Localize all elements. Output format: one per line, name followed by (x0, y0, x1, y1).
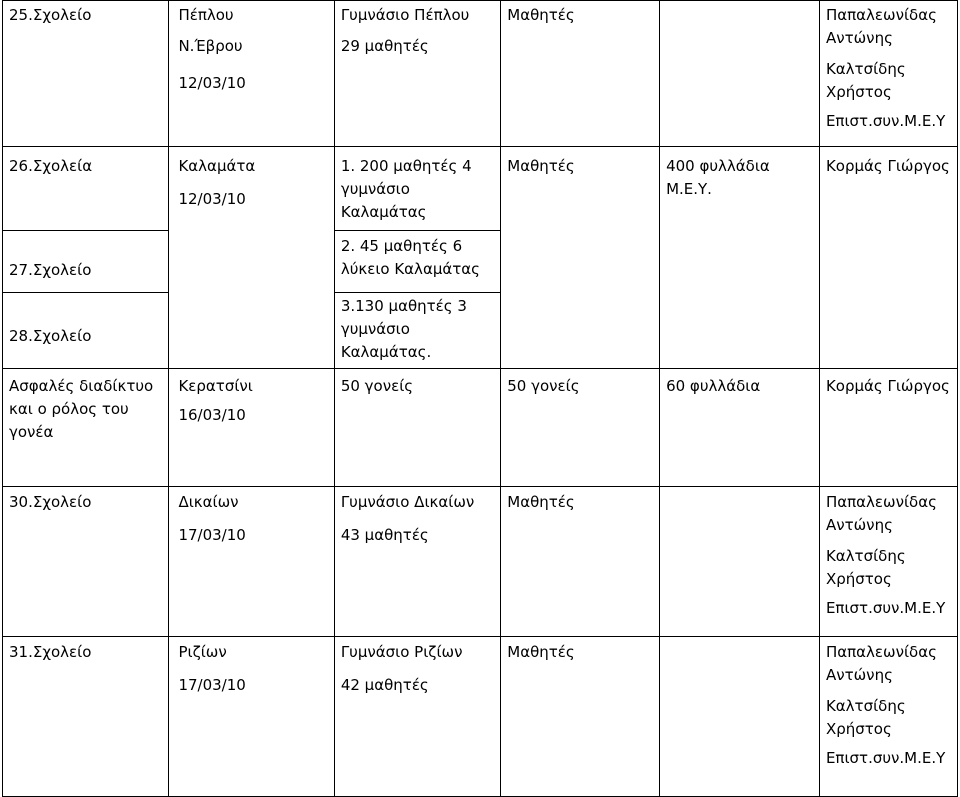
audience-cell: 1. 200 μαθητές 4 γυμνάσιο Καλαμάτας (334, 147, 500, 231)
audience-cell: 50 γονείς (334, 369, 500, 487)
materials-cell: 400 φυλλάδια Μ.Ε.Υ. (660, 147, 820, 369)
school-cell: 30.Σχολείο (3, 487, 169, 637)
materials-cell (660, 1, 820, 147)
speakers-cell: Κορμάς Γιώργος (819, 369, 957, 487)
audience-cell: Γυμνάσιο Δικαίων 43 μαθητές (334, 487, 500, 637)
audience-cell: 2. 45 μαθητές 6 λύκειο Καλαμάτας (334, 231, 500, 293)
table-row (3, 487, 958, 637)
target-cell: Μαθητές (501, 147, 660, 369)
school-cell: 25.Σχολείο (3, 1, 169, 147)
table-row (3, 637, 958, 797)
materials-cell (660, 487, 820, 637)
speakers-cell: Παπαλεωνίδας Αντώνης Καλτσίδης Χρήστος Επιστ.συν.Μ.Ε.Υ (819, 637, 957, 797)
location-cell: Δικαίων 17/03/10 (169, 487, 334, 637)
target-cell: Μαθητές (501, 487, 660, 637)
audience-cell: 3.130 μαθητές 3 γυμνάσιο Καλαμάτας. (334, 293, 500, 369)
activities-table (2, 0, 958, 797)
location-cell: Πέπλου Ν.Έβρου 12/03/10 (169, 1, 334, 147)
school-cell: 31.Σχολείο (3, 637, 169, 797)
school-cell: Ασφαλές διαδίκτυο και ο ρόλος του γονέα (3, 369, 169, 487)
materials-cell (660, 637, 820, 797)
table-row (3, 369, 958, 487)
school-cell: 28.Σχολείο (3, 293, 169, 369)
table-row (3, 147, 958, 231)
location-cell: Ριζίων 17/03/10 (169, 637, 334, 797)
target-cell: Μαθητές (501, 1, 660, 147)
speakers-cell: Παπαλεωνίδας Αντώνης Καλτσίδης Χρήστος Επιστ.συν.Μ.Ε.Υ (819, 487, 957, 637)
speakers-cell: Κορμάς Γιώργος (819, 147, 957, 369)
materials-cell: 60 φυλλάδια (660, 369, 820, 487)
speakers-cell: Παπαλεωνίδας Αντώνης Καλτσίδης Χρήστος Επιστ.συν.Μ.Ε.Υ (819, 1, 957, 147)
table-row (3, 1, 958, 147)
location-cell: Καλαμάτα 12/03/10 (169, 147, 334, 369)
target-cell: 50 γονείς (501, 369, 660, 487)
audience-cell: Γυμνάσιο Πέπλου 29 μαθητές (334, 1, 500, 147)
audience-cell: Γυμνάσιο Ριζίων 42 μαθητές (334, 637, 500, 797)
school-cell: 26.Σχολεία (3, 147, 169, 231)
target-cell: Μαθητές (501, 637, 660, 797)
school-cell: 27.Σχολείο (3, 231, 169, 293)
location-cell: Κερατσίνι 16/03/10 (169, 369, 334, 487)
